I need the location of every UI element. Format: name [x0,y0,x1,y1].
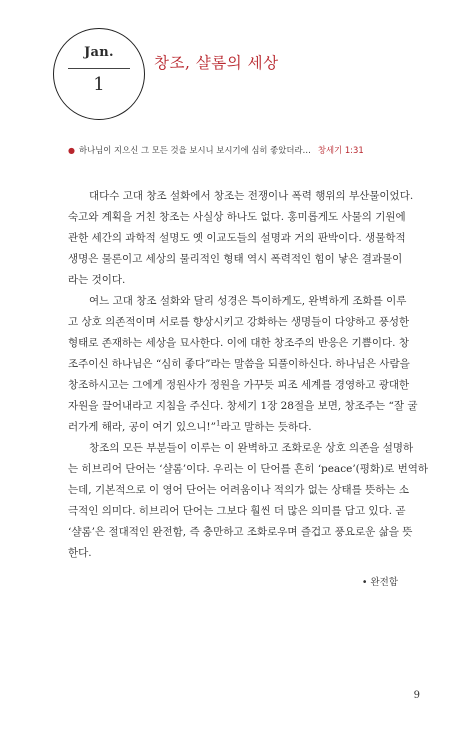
text-line: 한다. [68,547,92,559]
date-month: Jan. [84,45,114,60]
text-line: 숙고와 계획을 거친 창조는 사실상 하나도 없다. 홍미롭게도 사물의 기원에 [68,211,406,223]
text-line: 생명은 물론이고 세상의 물리적인 형태 역시 폭력적인 힘이 낳은 결과물이 [68,253,403,265]
date-divider [68,68,130,69]
verse-text: 하나님이 지으신 그 모든 것을 보시니 보시기에 심히 좋았더라… [78,145,311,155]
paragraph [68,186,414,291]
text-line: ‘샬롬’은 절대적인 완전함, 즉 충만하고 조화로우며 즐겁고 풍요로운 삶을 뜻 [68,526,413,538]
keyword-tag: • 완전함 [361,577,398,588]
bullet-icon: ● [68,146,75,155]
paragraph [68,438,429,564]
page-title: 창조, 샬롬의 세상 [154,54,279,72]
text-line: 형태로 존재하는 세상을 묘사한다. 이에 대한 창조주의 반응은 기쁨이다. 창 [68,337,410,349]
text-line: 여느 고대 창조 설화와 달리 성경은 특이하게도, 완벽하게 조화를 이루 [89,295,407,307]
date-badge [53,28,145,120]
text-line: 창조하시고는 그에게 정원사가 정원을 가꾸듯 피조 세계를 경영하고 광대한 [68,379,410,391]
scripture-verse [68,144,364,156]
page-number: 9 [413,690,420,701]
text-line: 관한 세간의 과학적 설명도 옛 이교도들의 설명과 거의 판박이다. 생물학적 [68,232,406,244]
text-line: 라는 것이다. [68,274,126,286]
text-fragment: 라고 말하는 듯하다. [220,421,312,433]
body-text [68,186,429,564]
text-fragment: 러가게 해라, 공이 여기 있으니!” [68,421,216,433]
verse-reference: 창세기 1:31 [317,145,364,155]
text-line [68,417,392,438]
text-line: 극적인 의미다. 히브리어 단어는 그보다 훨씬 더 많은 의미를 담고 있다. 곧 [68,505,406,517]
text-line: 대다수 고대 창조 설화에서 창조는 전쟁이나 폭력 행위의 부산물이었다. [89,190,414,202]
date-day: 1 [93,74,105,95]
text-line: 자원을 끌어내라고 지침을 주신다. 창세기 1장 28절을 보면, 창조주는 “잘 굴 [68,400,418,412]
paragraph [68,291,418,438]
footnote-mark: 1 [216,419,221,428]
text-line: 고 상호 의존적이며 서로를 향상시키고 강화하는 생명들이 다양하고 풍성한 [68,316,410,328]
text-line: 조주이신 하나님은 “심히 좋다”라는 말씀을 되풀이하신다. 하나님은 사람을 [68,358,410,370]
text-line: 창조의 모든 부분들이 이루는 이 완벽하고 조화로운 상호 의존을 설명하 [89,442,414,454]
text-line: 는데, 기본적으로 이 영어 단어는 어려움이나 적의가 없는 상태를 뜻하는 소 [68,484,410,496]
text-line: 는 히브리어 단어는 ‘샬롬’이다. 우리는 이 단어를 흔히 ‘peace’(평화)로 번역하 [68,463,429,475]
